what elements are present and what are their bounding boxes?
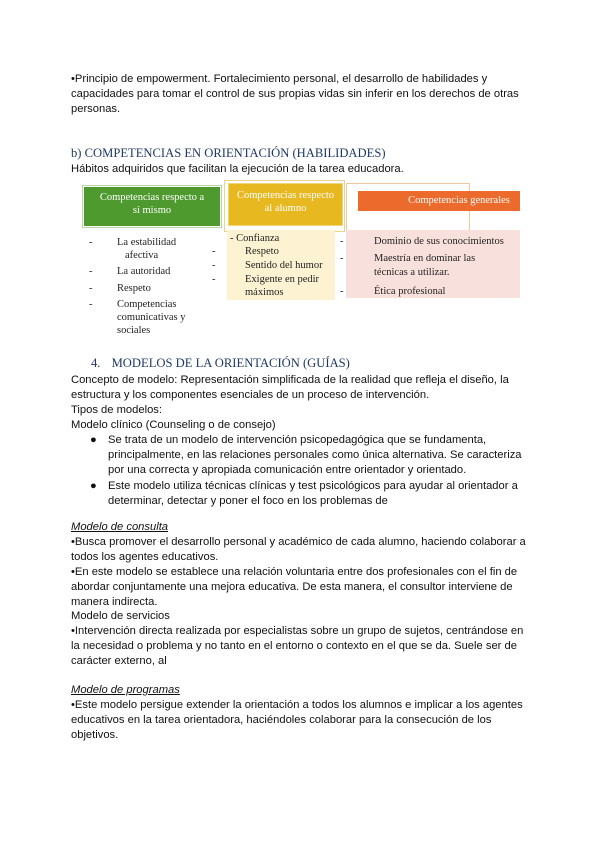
clinico-bullets (88, 433, 528, 509)
col1-dash: - (89, 283, 93, 294)
col2-item: Exigente en pedir (245, 274, 320, 285)
programas-title: Modelo de programas (71, 684, 180, 696)
programas-paragraph: •Este modelo persigue extender la orientación a todos los alumnos e implicar a los agentes educativos en la tarea orientadora, haciéndoles colaborar para la consecución de los objetivos. (71, 699, 523, 742)
section-4-heading (91, 356, 350, 371)
col2-dash: - (212, 260, 216, 271)
col3-item: Ética profesional (374, 286, 446, 297)
col1-dash: - (89, 299, 93, 310)
col1-dash: - (89, 266, 93, 277)
col3-item: Maestría en dominar las (374, 253, 476, 264)
col2-item: Respeto (245, 246, 279, 257)
consulta-paragraph-2: •En este modelo se establece una relación voluntaria entre dos profesionales con el fin de abordar conjuntamente una mejora educativa. De esta manera, el consultor interviene de manera indirecta. (71, 566, 518, 609)
col2-dash: - (212, 246, 216, 257)
bullet-icon: ● (90, 479, 97, 492)
list-item (88, 479, 528, 509)
section-b-subtitle: Hábitos adquiridos que facilitan la ejecución de la tarea educadora. (71, 163, 404, 175)
list-item-text: Se trata de un modelo de intervención psicopedagógica que se fundamenta, principalmente, en las relaciones personales como única alternativa. Se caracteriza por una correcta y apropiada comunicación entre orientador y orientado. (108, 434, 522, 477)
col2-dash: - (212, 274, 216, 285)
tipos-label: Tipos de modelos: (71, 404, 162, 416)
concepto-paragraph: Concepto de modelo: Representación simplificada de la realidad que refleja el diseño, la estructura y los componentes esenciales de un proceso de intervención. (71, 374, 509, 402)
col3-dash: - (340, 236, 344, 247)
col2-header (228, 183, 343, 226)
col3-item: técnicas a utilizar. (374, 267, 450, 278)
col1-dash: - (89, 237, 93, 248)
list-item-text: Este modelo utiliza técnicas clínicas y test psicológicos para ayudar al orientador a determinar, detectar y poner el foco en los problemas de (108, 479, 518, 507)
clinico-title: Modelo clínico (Counseling o de consejo) (71, 419, 276, 431)
col1-item: sociales (117, 325, 151, 336)
col1-item: La autoridad (117, 266, 171, 277)
col1-item: Respeto (117, 283, 151, 294)
col1-item: Competencias (117, 299, 177, 310)
col1-header-line2: sí mismo (132, 205, 172, 216)
col2-item: - Confianza (230, 233, 280, 244)
col3-header (358, 191, 520, 211)
list-item (88, 433, 528, 479)
col1-item: comunicativas y (117, 312, 186, 323)
col3-header-label: Competencias generales (408, 195, 510, 206)
col2-header-line2: al alumno (264, 203, 307, 214)
col2-item: Sentido del humor (245, 260, 323, 271)
bullet-icon: ● (90, 434, 97, 446)
section-b-heading: b) COMPETENCIAS EN ORIENTACIÓN (HABILIDADES) (71, 146, 386, 160)
servicios-title: Modelo de servicios (71, 610, 170, 622)
col2-item: máximos (245, 287, 284, 298)
col3-dash: - (340, 286, 344, 297)
col1-item: afectiva (125, 250, 159, 261)
consulta-title: Modelo de consulta (71, 521, 169, 533)
intro-paragraph: •Principio de empowerment. Fortalecimiento personal, el desarrollo de habilidades y capacidades para tomar el control de sus propias vidas sin inferir en los derechos de otras personas. (71, 73, 519, 116)
col3-item: Dominio de sus conocimientos (374, 236, 504, 247)
section-4-title: MODELOS DE LA ORIENTACIÓN (GUÍAS) (111, 356, 350, 370)
col1-header (84, 187, 220, 226)
servicios-paragraph: •Intervención directa realizada por especialistas sobre un grupo de sujetos, centrándose en la necesidad o problema y no tanto en el entorno o contexto en el que se da. Suele ser de carácter externo, al (71, 625, 524, 668)
col1-item: La estabilidad (117, 237, 177, 248)
col1-header-line1: Competencias respecto a (99, 192, 205, 203)
col3-dash: - (340, 253, 344, 264)
col2-header-line1: Competencias respecto (236, 190, 335, 201)
consulta-paragraph-1: •Busca promover el desarrollo personal y académico de cada alumno, haciendo colaborar a todos los agentes educativos. (71, 536, 526, 564)
section-4-number: 4. (91, 356, 101, 370)
